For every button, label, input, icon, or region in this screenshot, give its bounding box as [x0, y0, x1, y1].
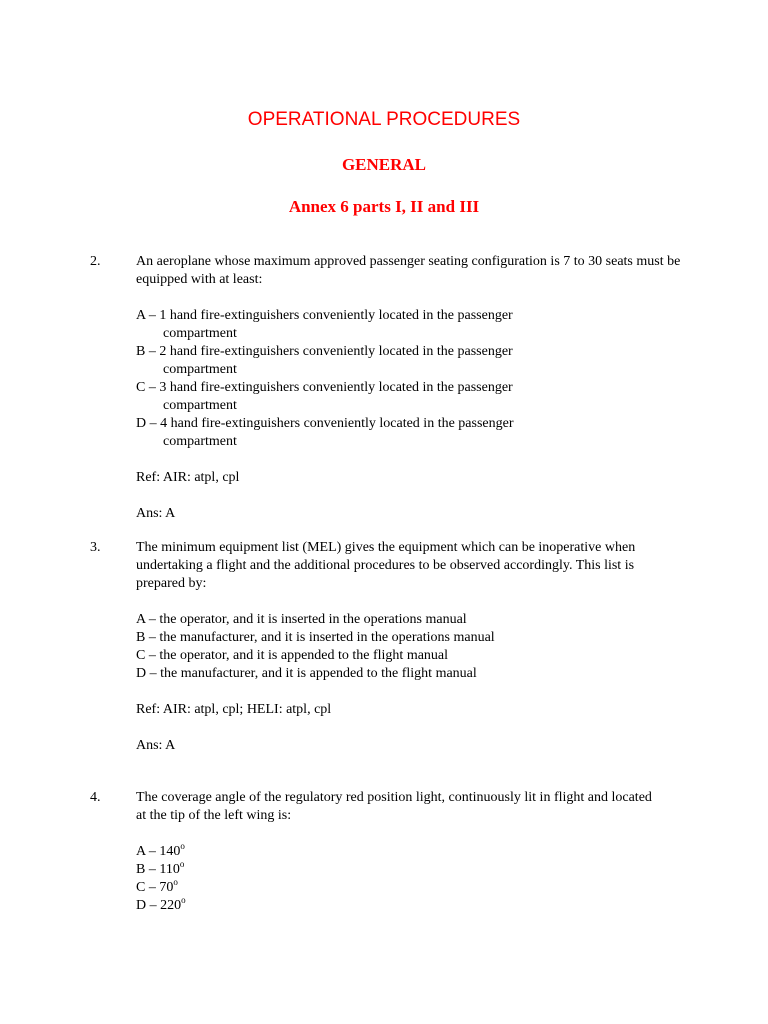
reference: Ref: AIR: atpl, cpl [136, 470, 240, 485]
question-stem: The minimum equipment list (MEL) gives the equipment which can be inoperative when undertaking a flight and the additional procedures to be observed accordingly. This list is prepared by: [136, 540, 636, 591]
answer-options [136, 611, 684, 683]
answer: Ans: A [136, 506, 176, 521]
option-text: D – 220 [136, 898, 182, 913]
option-b: B – 2 hand fire-extinguishers conveniently located in the passenger compartment [136, 344, 513, 377]
answer-options [136, 843, 656, 915]
question-body [136, 789, 656, 915]
option-a: A – the operator, and it is inserted in the operations manual [136, 612, 467, 627]
option-text: A – 140 [136, 844, 181, 859]
option-text: C – 70 [136, 880, 174, 895]
degree-mark: o [181, 895, 186, 905]
question-body [136, 253, 681, 523]
question-number: 3. [90, 540, 101, 555]
option-c: C – 3 hand fire-extinguishers conveniently located in the passenger compartment [136, 380, 513, 413]
option-b [136, 861, 656, 879]
option-a: A – 1 hand fire-extinguishers conveniently located in the passenger compartment [136, 308, 513, 341]
question-body [136, 539, 684, 755]
document-subtitle: GENERAL [341, 155, 427, 174]
option-d [136, 897, 656, 915]
question-stem: An aeroplane whose maximum approved passenger seating configuration is 7 to 30 seats must be equipped with at least: [136, 254, 681, 287]
degree-mark: o [179, 859, 185, 869]
option-a [136, 843, 656, 861]
section-heading: Annex 6 parts I, II and III [288, 197, 480, 216]
option-c [136, 879, 656, 897]
answer: Ans: A [136, 738, 176, 753]
reference: Ref: AIR: atpl, cpl; HELI: atpl, cpl [136, 702, 332, 717]
question-number: 2. [90, 254, 101, 269]
option-b: B – the manufacturer, and it is inserted in the operations manual [136, 630, 495, 645]
option-text: B – 110 [136, 862, 180, 877]
answer-options [136, 307, 681, 451]
question-stem: The coverage angle of the regulatory red position light, continuously lit in flight and located at the tip of the left wing is: [136, 790, 652, 823]
document-title: OPERATIONAL PROCEDURES [247, 109, 521, 130]
option-c: C – the operator, and it is appended to the flight manual [136, 648, 449, 663]
option-d: D – 4 hand fire-extinguishers conveniently located in the passenger compartment [136, 416, 514, 449]
question-number: 4. [90, 790, 101, 805]
degree-mark: o [180, 841, 185, 851]
option-d: D – the manufacturer, and it is appended to the flight manual [136, 666, 477, 681]
degree-mark: o [173, 877, 178, 887]
